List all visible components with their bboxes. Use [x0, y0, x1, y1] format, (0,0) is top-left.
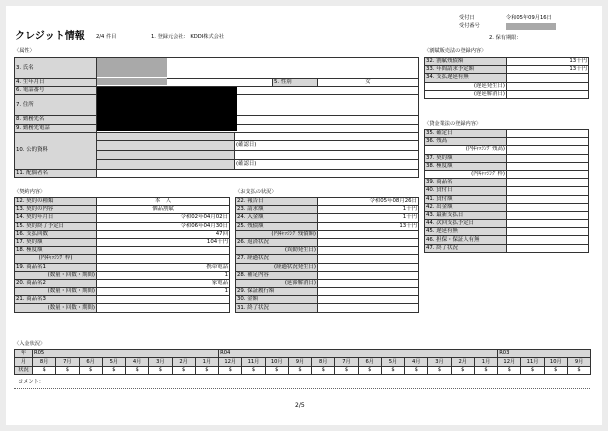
payment-month-cell: 4月 [405, 358, 428, 366]
payment-status-cell: $ [451, 366, 474, 374]
lending-item: 41. 貸付額 [425, 195, 507, 203]
redacted-personal-info [97, 87, 237, 131]
redacted-received-number [506, 23, 556, 30]
payment-status-cell: $ [474, 366, 497, 374]
year-header: 年 [15, 350, 33, 358]
payment-delay-label: 34. 支払遅延有無 [425, 74, 507, 82]
spouse-value [97, 169, 419, 177]
payment-month-cell: 1月 [474, 358, 497, 366]
payment-year-cell: R05 [33, 350, 219, 358]
lending-item: 40. 貸付日 [425, 187, 507, 195]
public-doc-1 [97, 132, 235, 140]
product1-label: 19. 商品名1 [15, 263, 97, 271]
contract-date-value: 令和02年04月02日 [97, 214, 230, 222]
status-header: 状況 [15, 366, 33, 374]
payment-month-cell: 6月 [358, 358, 381, 366]
payment-status-table [235, 197, 419, 313]
supplement-label: 28. 補足内容 [236, 271, 318, 279]
cashing-balance-label: (内ｷｬｯｼﾝｸﾞ残債額) [236, 230, 318, 238]
payment-status-cell: $ [288, 366, 311, 374]
payment-count-label: 16. 支払回数 [15, 230, 97, 238]
contract-type-value: 本 人 [97, 198, 230, 206]
product2-label: 20. 商品名2 [15, 279, 97, 287]
public-docs-label: 10. 公的資料 [15, 132, 97, 169]
payment-status-cell: $ [428, 366, 451, 374]
payment-month-cell: 1月 [195, 358, 218, 366]
payment-month-cell: 9月 [567, 358, 590, 366]
payment-month-cell: 2月 [451, 358, 474, 366]
page-footer: 2/5 [295, 402, 305, 409]
birthdate-label: 4. 生年月日 [15, 79, 97, 87]
payment-status-cell: $ [405, 366, 428, 374]
lending-item: 45. 遅延有無 [425, 228, 507, 236]
product1-value: 携帯電話 [97, 263, 230, 271]
payment-status-cell: $ [312, 366, 335, 374]
paid-label: 24. 入金額 [236, 214, 318, 222]
redacted-name [97, 58, 167, 77]
guarantee-label: 29. 保証履行額 [236, 288, 318, 296]
received-date-value: 令和05年09月16日 [506, 15, 552, 21]
name-label: 3. 氏名 [15, 58, 97, 79]
report-title: クレジット情報 [15, 31, 85, 42]
payment-status-cell: $ [56, 366, 79, 374]
retention-period-label: 2. 保有期限： [489, 35, 522, 41]
confirm-date-2: (確認日) [235, 159, 419, 169]
contract-table [14, 197, 230, 313]
anomaly-date-label: (異動発生日) [236, 247, 318, 255]
payment-status-cell: $ [102, 366, 125, 374]
payment-status-cell: $ [195, 366, 218, 374]
received-number-label: 受付番号 [459, 23, 480, 29]
annual-billing-label: 33. 年間請求予定額 [425, 66, 507, 74]
credit-report-page [6, 6, 602, 425]
report-date-value: 令和05年08月26日 [318, 198, 419, 206]
qty1-label: (数量・回数・期間) [15, 271, 97, 279]
payment-month-cell: 6月 [79, 358, 102, 366]
confirm-date-1: (確認日) [235, 141, 419, 151]
lending-item: 46. 担保・保証人有無 [425, 236, 507, 244]
cashing-frame-label: (内ｷｬｯｼﾝｸﾞ枠) [15, 255, 97, 263]
qty3-label: (数量・回数・期間) [15, 304, 97, 312]
payment-month-cell: 3月 [428, 358, 451, 366]
redacted-birthdate [97, 78, 167, 85]
balance-value: 13千円 [318, 222, 419, 230]
spouse-label: 11. 配偶者名 [15, 169, 97, 177]
payment-month-cell: 2月 [172, 358, 195, 366]
registrant-company: 1. 登録元会社： KDDI株式会社 [151, 34, 225, 40]
contract-end-value: 令和06年04月30日 [97, 222, 230, 230]
limit-label: 18. 極度額 [15, 247, 97, 255]
payment-month-cell: 11月 [242, 358, 265, 366]
qty2-value: 1 [97, 288, 230, 296]
employer-phone-label: 9. 勤務先電話 [15, 124, 97, 132]
payment-record-table [14, 349, 591, 375]
phone-label: 6. 電話番号 [15, 87, 97, 95]
lending-table [424, 129, 589, 253]
delinquency-cancel-label: (延滞解消日) [236, 279, 318, 287]
lending-item: 35. 確定日 [425, 130, 507, 138]
payment-status-cell: $ [242, 366, 265, 374]
contract-amount-value: 104千円 [97, 238, 230, 246]
payment-month-cell: 5月 [102, 358, 125, 366]
delay-cancel-date-label: (遅延解消日) [425, 90, 507, 98]
lending-item: 44. 次回支払予定日 [425, 220, 507, 228]
payment-status-cell: $ [172, 366, 195, 374]
public-doc-2-value [235, 151, 419, 159]
contract-content-value: 個品割賦 [97, 206, 230, 214]
payment-status-cell: $ [381, 366, 404, 374]
payment-status-cell: $ [358, 366, 381, 374]
payment-month-cell: 11月 [521, 358, 544, 366]
lending-item: (内ｷｬｯｼﾝｸﾞ残高) [425, 146, 507, 154]
page-count: 2/4 件目 [96, 34, 117, 40]
payment-status-cell: $ [544, 366, 567, 374]
payment-status-cell: $ [335, 366, 358, 374]
lending-item: 42. 出金額 [425, 203, 507, 211]
payment-month-cell: 12月 [219, 358, 242, 366]
payment-month-cell: 10月 [544, 358, 567, 366]
payment-status-cell: $ [265, 366, 288, 374]
public-doc-1-value [235, 132, 419, 140]
payment-year-cell: R03 [498, 350, 591, 358]
contract-date-label: 14. 契約年月日 [15, 214, 97, 222]
payment-status-cell: $ [33, 366, 56, 374]
payment-month-cell: 5月 [381, 358, 404, 366]
payment-month-cell: 9月 [288, 358, 311, 366]
lending-item: 38. 極度額 [425, 162, 507, 170]
sex-value: 女 [318, 79, 419, 87]
payment-month-cell: 3月 [149, 358, 172, 366]
contract-amount-label: 17. 契約額 [15, 238, 97, 246]
payment-month-cell: 7月 [56, 358, 79, 366]
billed-value: 1千円 [318, 206, 419, 214]
payment-status-cell: $ [126, 366, 149, 374]
lending-item: 43. 最新支払日 [425, 211, 507, 219]
sex-label: 5. 性別 [273, 79, 318, 87]
contract-section-title: 〈契約内容〉 [14, 189, 46, 195]
amount-label: 30. 金額 [236, 296, 318, 304]
payment-count-value: 47回 [97, 230, 230, 238]
delay-occur-date-label: (遅延発生日) [425, 82, 507, 90]
lending-section-title: 〈貸金業法の登録内容〉 [424, 121, 482, 127]
payment-status-cell: $ [567, 366, 590, 374]
payment-status-cell: $ [149, 366, 172, 374]
installment-balance-value: 13千円 [507, 58, 589, 66]
history-status-label: 27. 経過状況 [236, 255, 318, 263]
payment-month-cell: 12月 [498, 358, 521, 366]
contract-content-label: 13. 契約の内容 [15, 206, 97, 214]
payment-status-cell: $ [79, 366, 102, 374]
contract-end-label: 15. 契約終了予定日 [15, 222, 97, 230]
payments-section-title: 〈入金状況〉 [14, 341, 46, 347]
month-header: 月 [15, 358, 33, 366]
received-date-label: 受付日 [459, 15, 475, 21]
attributes-section-title: 〈属性〉 [14, 48, 35, 54]
address-label: 7. 住所 [15, 95, 97, 116]
payment-status-cell: $ [521, 366, 544, 374]
qty2-label: (数量・回数・期間) [15, 288, 97, 296]
history-date-label: (経過状況発生日) [236, 263, 318, 271]
payment-year-cell: R04 [219, 350, 498, 358]
final-status-label: 31. 終了状況 [236, 304, 318, 312]
paid-value: 1千円 [318, 214, 419, 222]
report-date-label: 22. 報告日 [236, 198, 318, 206]
repay-status-label: 26. 返済状況 [236, 238, 318, 246]
product2-value: 家電品 [97, 279, 230, 287]
lending-item: 37. 契約額 [425, 154, 507, 162]
installment-section-title: 〈割賦販売法の登録内容〉 [424, 48, 487, 54]
installment-balance-label: 32. 割賦残債額 [425, 58, 507, 66]
lending-item: 36. 残高 [425, 138, 507, 146]
billed-label: 23. 請求額 [236, 206, 318, 214]
employer-label: 8. 勤務先名 [15, 116, 97, 124]
installment-table [424, 57, 589, 99]
public-doc-2 [97, 151, 235, 159]
payment-month-cell: 4月 [126, 358, 149, 366]
lending-item: (内ｷｬｯｼﾝｸﾞ枠) [425, 170, 507, 178]
contract-type-label: 12. 契約の種類 [15, 198, 97, 206]
comment-line [14, 388, 590, 389]
payment-month-cell: 8月 [33, 358, 56, 366]
payment-status-section-title: 〈お支払の状況〉 [235, 189, 277, 195]
lending-item: 47. 終了状況 [425, 244, 507, 252]
payment-month-cell: 8月 [312, 358, 335, 366]
payment-status-cell: $ [219, 366, 242, 374]
balance-label: 25. 残債額 [236, 222, 318, 230]
comment-label: コメント： [18, 379, 44, 385]
payment-status-cell: $ [498, 366, 521, 374]
payment-month-cell: 10月 [265, 358, 288, 366]
payment-month-cell: 7月 [335, 358, 358, 366]
lending-item: 39. 商品名 [425, 179, 507, 187]
annual-billing-value: 13千円 [507, 66, 589, 74]
qty1-value: 1 [97, 271, 230, 279]
product3-label: 21. 商品名3 [15, 296, 97, 304]
